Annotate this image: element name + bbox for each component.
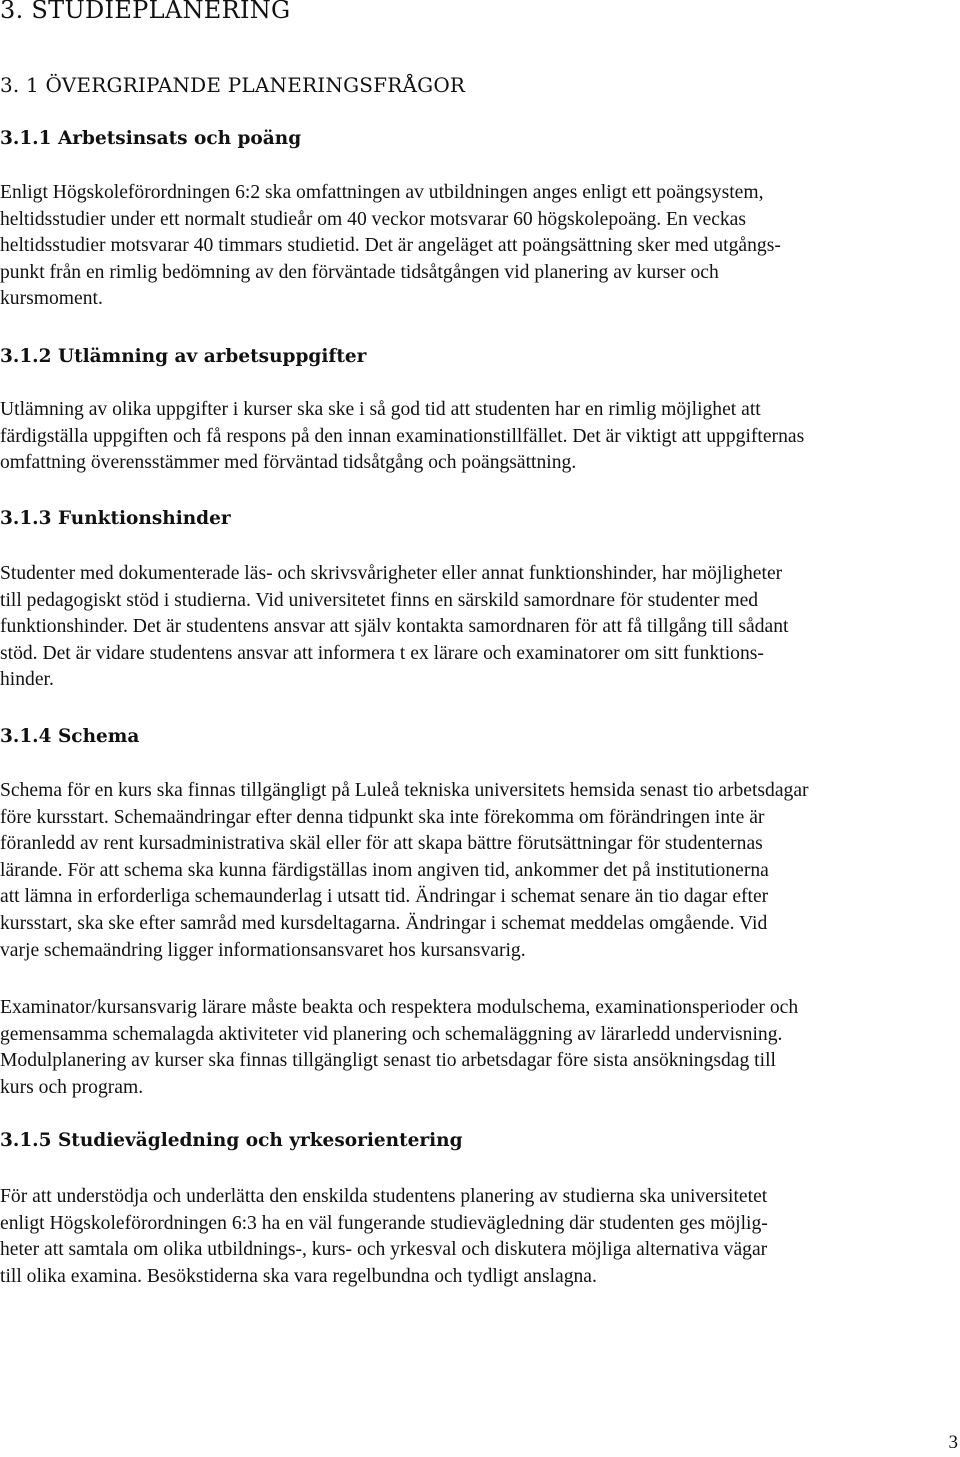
text-line: enligt Högskoleförordningen 6:3 ha en väl fungerande studievägledning där studenten ges möjlig- bbox=[0, 1212, 768, 1234]
subsection-heading-utlamning: 3.1.2 Utlämning av arbetsuppgifter bbox=[0, 346, 367, 367]
text-line: Modulplanering av kurser ska finnas tillgängligt senast tio arbetsdagar före sista ansökningsdag till bbox=[0, 1050, 776, 1072]
text-line: att lämna in erforderliga schemaunderlag i utsatt tid. Ändringar i schemat senare än tio dagar efter bbox=[0, 886, 769, 908]
text-line: heltidsstudier under ett normalt studieår om 40 veckor motsvarar 60 högskolepoäng. En veckas bbox=[0, 208, 747, 230]
text-line: Studenter med dokumenterade läs- och skrivsvårigheter eller annat funktionshinder, har möjligheter bbox=[0, 563, 783, 584]
text-line: lärande. För att schema ska kunna färdigställas inom angiven tid, ankommer det på institutionerna bbox=[0, 859, 769, 881]
paragraph-schema-2 bbox=[0, 995, 955, 1101]
page-number: 3 bbox=[948, 1432, 958, 1453]
text-line: heltidsstudier motsvarar 40 timmars studietid. Det är angeläget att poängsättning sker med utgångs- bbox=[0, 235, 781, 257]
text-line: till pedagogiskt stöd i studierna. Vid universitetet finns en särskild samordnare för studenter med bbox=[0, 589, 759, 611]
chapter-title: 3. STUDIEPLANERING bbox=[0, 0, 291, 24]
paragraph-arbetsinsats bbox=[0, 180, 955, 313]
paragraph-funktionshinder bbox=[0, 561, 955, 694]
text-line: Examinator/kursansvarig lärare måste beakta och respektera modulschema, examinationsperioder och bbox=[0, 997, 799, 1018]
subsection-heading-schema: 3.1.4 Schema bbox=[0, 726, 140, 747]
text-line: kursmoment. bbox=[0, 288, 103, 310]
section-title: 3. 1 ÖVERGRIPANDE PLANERINGSFRÅGOR bbox=[0, 73, 466, 97]
text-line: varje schemaändring ligger informationsansvaret hos kursansvarig. bbox=[0, 939, 526, 961]
text-line: hinder. bbox=[0, 669, 54, 691]
text-line: Utlämning av olika uppgifter i kurser ska ske i så god tid att studenten har en rimlig möjlighet att bbox=[0, 399, 761, 420]
subsection-heading-studievagledning: 3.1.5 Studievägledning och yrkesorientering bbox=[0, 1130, 463, 1151]
subsection-heading-funktionshinder: 3.1.3 Funktionshinder bbox=[0, 508, 231, 529]
text-line: omfattning överensstämmer med förväntad tidsåtgång och poängsättning. bbox=[0, 452, 577, 474]
text-line: föranledd av rent kursadministrativa skäl eller för att skapa bättre förutsättningar för studenternas bbox=[0, 833, 763, 855]
text-line: punkt från en rimlig bedömning av den förväntade tidsåtgången vid planering av kurser och bbox=[0, 261, 719, 283]
text-line: gemensamma schemalagda aktiviteter vid planering och schemaläggning av lärarledd undervisning. bbox=[0, 1023, 783, 1045]
text-line: heter att samtala om olika utbildnings-, kurs- och yrkesval och diskutera möjliga alternativa vägar bbox=[0, 1239, 768, 1261]
subsection-heading-arbetsinsats: 3.1.1 Arbetsinsats och poäng bbox=[0, 128, 302, 149]
text-line: För att understödja och underlätta den enskilda studentens planering av studierna ska universitetet bbox=[0, 1186, 768, 1207]
text-line: kurs och program. bbox=[0, 1076, 144, 1098]
text-line: kursstart, ska ske efter samråd med kursdeltagarna. Ändringar i schemat meddelas omgående. Vid bbox=[0, 912, 768, 934]
paragraph-schema-1 bbox=[0, 778, 955, 964]
text-line: Schema för en kurs ska finnas tillgängligt på Luleå tekniska universitets hemsida senast tio arbetsdagar bbox=[0, 780, 809, 801]
text-line: funktionshinder. Det är studentens ansvar att själv kontakta samordnaren för att få tillgång till sådant bbox=[0, 616, 789, 638]
text-line: stöd. Det är vidare studentens ansvar att informera t ex lärare och examinatorer om sitt funktions- bbox=[0, 642, 764, 664]
text-line: Enligt Högskoleförordningen 6:2 ska omfattningen av utbildningen anges enligt ett poängsystem, bbox=[0, 182, 764, 203]
paragraph-studievagledning bbox=[0, 1184, 955, 1290]
text-line: färdigställa uppgiften och få respons på den innan examinationstillfället. Det är viktigt att uppgifternas bbox=[0, 425, 805, 447]
text-line: till olika examina. Besökstiderna ska vara regelbundna och tydligt anslagna. bbox=[0, 1265, 597, 1287]
paragraph-utlamning bbox=[0, 397, 955, 477]
text-line: före kursstart. Schemaändringar efter denna tidpunkt ska inte förekomma om förändringen inte är bbox=[0, 806, 765, 828]
